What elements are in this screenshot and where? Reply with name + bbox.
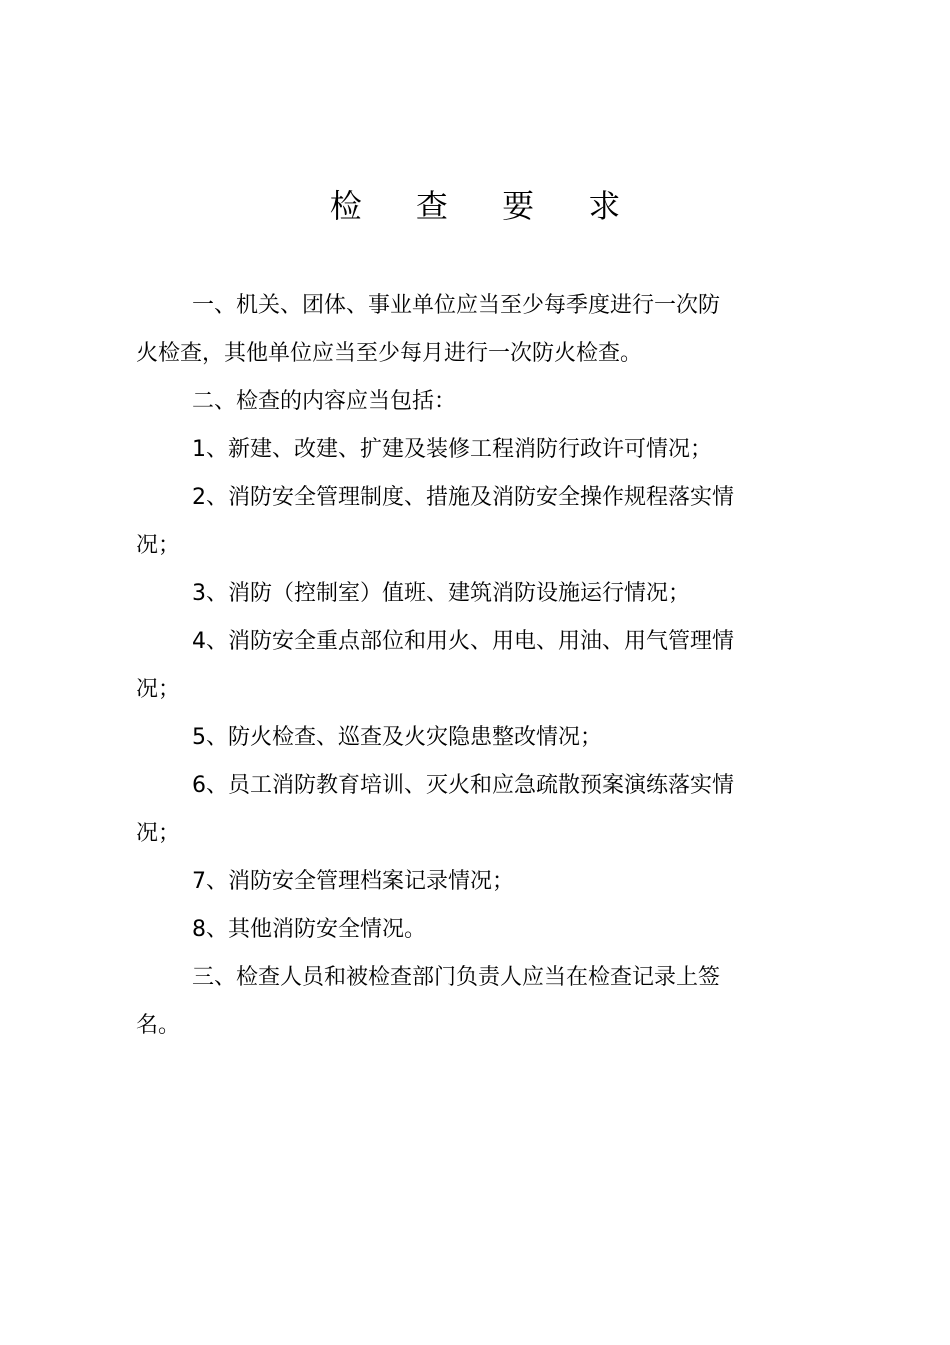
list-item-7-line-1: 7、消防安全管理档案记录情况； — [192, 869, 514, 894]
list-item-1 — [136, 426, 766, 474]
list-item-6-line-2: 况； — [136, 821, 181, 846]
list-item-2 — [136, 474, 766, 570]
paragraph-1-line-1: 一、机关、团体、事业单位应当至少每季度进行一次防 — [192, 293, 721, 318]
paragraph-2 — [136, 378, 766, 426]
list-item-6-line-1: 6、员工消防教育培训、灭火和应急疏散预案演练落实情 — [192, 773, 734, 798]
list-item-3-line-1: 3、消防（控制室）值班、建筑消防设施运行情况； — [192, 581, 690, 606]
list-item-8 — [136, 906, 766, 954]
paragraph-1 — [136, 282, 766, 378]
list-item-4 — [136, 618, 766, 714]
paragraph-3-line-2: 名。 — [136, 1013, 181, 1038]
paragraph-2-line-1: 二、检查的内容应当包括： — [192, 389, 457, 414]
list-item-3 — [136, 570, 766, 618]
list-item-6 — [136, 762, 766, 858]
list-item-8-line-1: 8、其他消防安全情况。 — [192, 917, 426, 942]
list-item-2-line-1: 2、消防安全管理制度、措施及消防安全操作规程落实情 — [192, 485, 734, 510]
list-item-4-line-2: 况； — [136, 677, 181, 702]
list-item-1-line-1: 1、新建、改建、扩建及装修工程消防行政许可情况； — [192, 437, 712, 462]
list-item-5-line-1: 5、防火检查、巡查及火灾隐患整改情况； — [192, 725, 602, 750]
paragraph-1-line-2: 火检查，其他单位应当至少每月进行一次防火检查。 — [136, 341, 643, 366]
paragraph-3-line-1: 三、检查人员和被检查部门负责人应当在检查记录上签 — [192, 965, 721, 990]
list-item-7 — [136, 858, 766, 906]
paragraph-3 — [136, 954, 766, 1050]
list-item-4-line-1: 4、消防安全重点部位和用火、用电、用油、用气管理情 — [192, 629, 734, 654]
list-item-2-line-2: 况； — [136, 533, 181, 558]
document-title: 检 查 要 求 — [329, 187, 643, 225]
list-item-5 — [136, 714, 766, 762]
